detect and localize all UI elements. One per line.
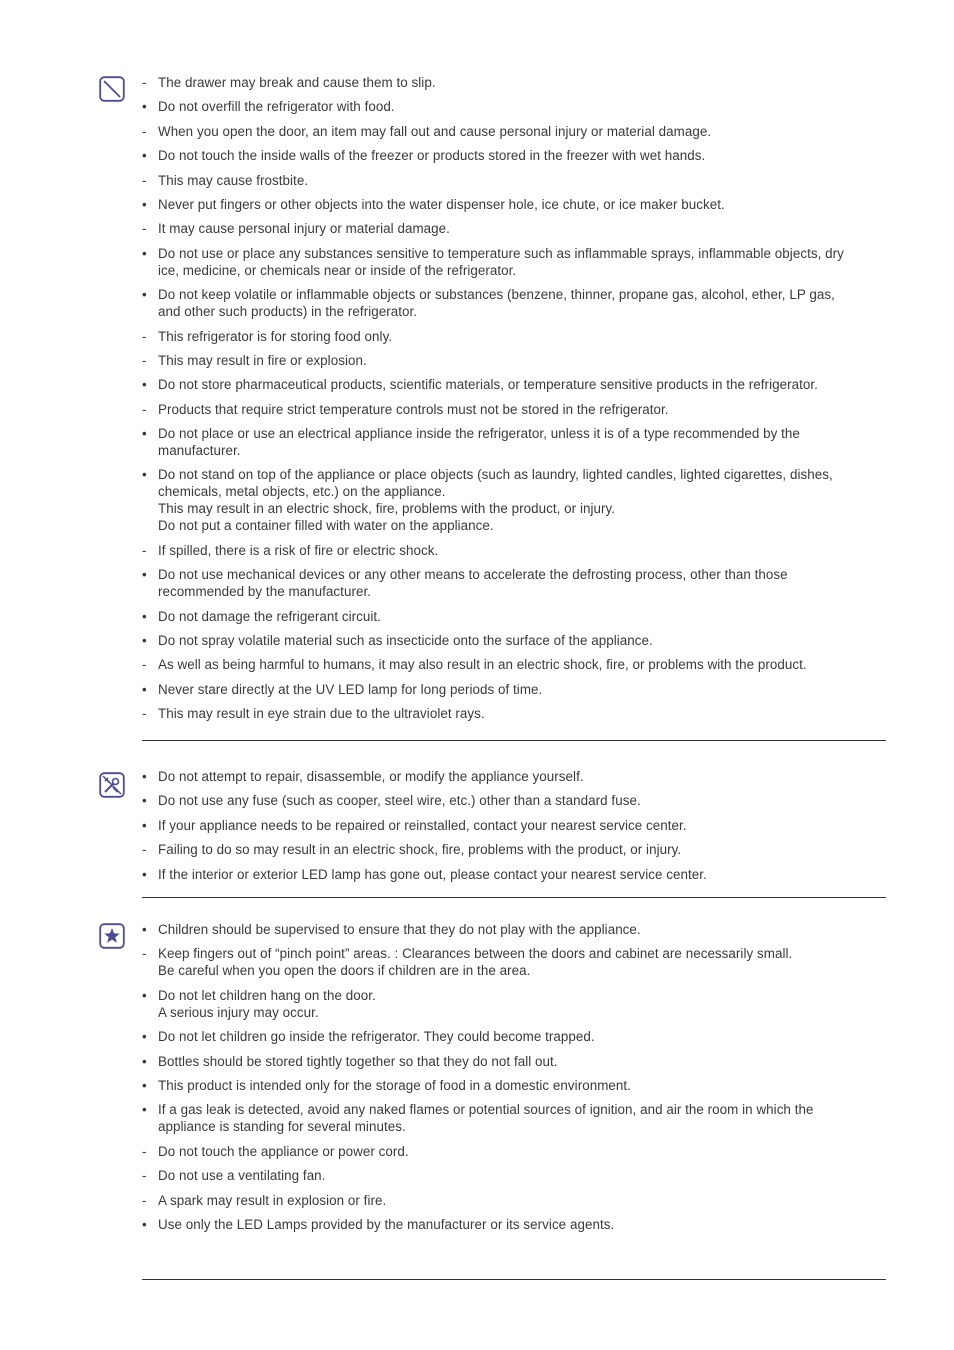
bullet-item [142, 566, 882, 600]
item-text-line: Be careful when you open the doors if children are in the area. [158, 963, 531, 979]
item-text-line: As well as being harmful to humans, it may also result in an electric shock, fire, or problems with the product. [158, 657, 807, 673]
item-text-line: Failing to do so may result in an electric shock, fire, problems with the product, or injury. [158, 842, 682, 858]
item-text-line: This refrigerator is for storing food only. [158, 328, 393, 344]
bullet-item [142, 681, 882, 698]
dash-item [142, 328, 882, 345]
item-text-line: This may result in eye strain due to the ultraviolet rays. [158, 706, 485, 722]
item-text-line: This may cause frostbite. [158, 172, 309, 188]
item-text-line: Do not keep volatile or inflammable objects or substances (benzene, thinner, propane gas, alcohol, ether, LP gas, [158, 287, 835, 303]
bullet-item [142, 921, 882, 938]
item-text-line: If a gas leak is detected, avoid any naked flames or potential sources of ignition, and air the room in which the [158, 1102, 814, 1118]
item-text-line: Do not place or use an electrical appliance inside the refrigerator, unless it is of a type recommended by the [158, 426, 800, 442]
bullet-item [142, 632, 882, 649]
bullet-mark: • [142, 377, 147, 393]
item-text-line: Do not stand on top of the appliance or place objects (such as laundry, lighted candles, lighted cigarettes, dishes, [158, 467, 833, 483]
item-text-line: If the interior or exterior LED lamp has gone out, please contact your nearest service center. [158, 866, 707, 882]
bullet-mark: • [142, 608, 147, 624]
item-text-line: If spilled, there is a risk of fire or electric shock. [158, 542, 439, 558]
dash-item [142, 705, 882, 722]
dash-mark: - [142, 657, 147, 673]
bullet-mark: • [142, 196, 147, 212]
item-text-line: manufacturer. [158, 443, 241, 459]
dash-item [142, 841, 882, 858]
bullet-mark: • [142, 467, 147, 483]
bullet-mark: • [142, 1053, 147, 1069]
bullet-item [142, 196, 882, 213]
bullet-mark: • [142, 793, 147, 809]
dash-item [142, 74, 882, 91]
section-divider [142, 897, 886, 898]
warning-list [142, 768, 882, 890]
bullet-item [142, 147, 882, 164]
item-text-line: Keep fingers out of “pinch point” areas. : Clearances between the doors and cabinet are necessarily small. [158, 946, 793, 962]
bullet-mark: • [142, 426, 147, 442]
dash-mark: - [142, 946, 147, 962]
bullet-item [142, 792, 882, 809]
bullet-item [142, 866, 882, 883]
item-text-line: Do not touch the appliance or power cord. [158, 1143, 409, 1159]
bullet-mark: • [142, 866, 147, 882]
bullet-mark: • [142, 681, 147, 697]
bullet-item [142, 768, 882, 785]
bullet-item [142, 245, 882, 279]
bullet-item [142, 98, 882, 115]
bullet-mark: • [142, 1102, 147, 1118]
item-text-line: Products that require strict temperature controls must not be stored in the refrigerator. [158, 401, 669, 417]
item-text-line: When you open the door, an item may fall out and cause personal injury or material damage. [158, 123, 712, 139]
item-text-line: chemicals, metal objects, etc.) on the appliance. [158, 484, 446, 500]
bullet-mark: • [142, 922, 147, 937]
no-disassembly-icon [99, 772, 125, 798]
dash-mark: - [142, 1143, 147, 1159]
dash-mark: - [142, 172, 147, 188]
item-text-line: A serious injury may occur. [158, 1004, 319, 1020]
item-text-line: This may result in fire or explosion. [158, 352, 367, 368]
bullet-mark: • [142, 287, 147, 303]
bullet-mark: • [142, 1077, 147, 1093]
dash-mark: - [142, 1168, 147, 1184]
bullet-mark: • [142, 817, 147, 833]
item-text-line: A spark may result in explosion or fire. [158, 1192, 387, 1208]
item-text-line: If your appliance needs to be repaired or reinstalled, contact your nearest service center. [158, 817, 687, 833]
bullet-item [142, 1053, 882, 1070]
item-text-line: appliance is standing for several minutes. [158, 1119, 406, 1135]
bullet-mark: • [142, 567, 147, 583]
prohibition-icon [99, 76, 125, 102]
item-text-line: Bottles should be stored tightly together so that they do not fall out. [158, 1053, 558, 1069]
item-text-line: Do not put a container filled with water on the appliance. [158, 518, 494, 534]
dash-mark: - [142, 352, 147, 368]
bullet-item [142, 286, 882, 320]
dash-mark: - [142, 221, 147, 237]
section-divider [142, 1279, 886, 1280]
bullet-mark: • [142, 1029, 147, 1045]
bullet-item [142, 425, 882, 459]
bullet-mark: • [142, 1216, 147, 1232]
dash-item [142, 1167, 882, 1184]
item-text-line: Do not spray volatile material such as insecticide onto the surface of the appliance. [158, 633, 653, 649]
bullet-item [142, 817, 882, 834]
item-text-line: Do not use a ventilating fan. [158, 1168, 326, 1184]
dash-item [142, 172, 882, 189]
section-divider [142, 740, 886, 741]
bullet-item [142, 466, 882, 534]
dash-mark: - [142, 542, 147, 558]
dash-item [142, 123, 882, 140]
item-text-line: Never stare directly at the UV LED lamp for long periods of time. [158, 681, 543, 697]
bullet-item [142, 1028, 882, 1045]
bullet-mark: • [142, 987, 147, 1003]
dash-mark: - [142, 1192, 147, 1208]
bullet-mark: • [142, 148, 147, 164]
dash-item [142, 352, 882, 369]
dash-item [142, 1192, 882, 1209]
bullet-mark: • [142, 769, 147, 784]
item-text-line: This may result in an electric shock, fire, problems with the product, or injury. [158, 501, 616, 517]
bullet-item [142, 376, 882, 393]
bullet-item [142, 608, 882, 625]
dash-mark: - [142, 75, 147, 90]
item-text-line: Do not use or place any substances sensitive to temperature such as inflammable sprays, inflammable objects, dry [158, 245, 844, 261]
bullet-item [142, 1101, 882, 1135]
item-text-line: Do not let children hang on the door. [158, 987, 376, 1003]
item-text-line: Do not overfill the refrigerator with food. [158, 99, 395, 115]
bullet-mark: • [142, 99, 147, 115]
item-text-line: Do not use mechanical devices or any other means to accelerate the defrosting process, other than those [158, 567, 788, 583]
item-text-line: Do not use any fuse (such as cooper, steel wire, etc.) other than a standard fuse. [158, 793, 641, 809]
dash-mark: - [142, 123, 147, 139]
item-text-line: Do not touch the inside walls of the freezer or products stored in the freezer with wet hands. [158, 148, 706, 164]
dash-item [142, 401, 882, 418]
item-text-line: This product is intended only for the storage of food in a domestic environment. [158, 1077, 631, 1093]
item-text-line: Do not damage the refrigerant circuit. [158, 608, 381, 624]
item-text-line: ice, medicine, or chemicals near or inside of the refrigerator. [158, 262, 517, 278]
item-text-line: Use only the LED Lamps provided by the manufacturer or its service agents. [158, 1216, 615, 1232]
bullet-mark: • [142, 245, 147, 261]
bullet-item [142, 987, 882, 1021]
dash-item [142, 1143, 882, 1160]
dash-mark: - [142, 401, 147, 417]
item-text-line: It may cause personal injury or material damage. [158, 221, 450, 237]
item-text-line: Do not attempt to repair, disassemble, or modify the appliance yourself. [158, 769, 584, 784]
item-text-line: Never put fingers or other objects into the water dispenser hole, ice chute, or ice maker bucket. [158, 196, 725, 212]
dash-item [142, 945, 882, 979]
dash-item [142, 656, 882, 673]
bullet-item [142, 1216, 882, 1233]
bullet-mark: • [142, 633, 147, 649]
dash-item [142, 220, 882, 237]
item-text-line: Do not store pharmaceutical products, scientific materials, or temperature sensitive products in the refrigerator. [158, 377, 818, 393]
dash-mark: - [142, 328, 147, 344]
warning-list [142, 921, 882, 1240]
dash-item [142, 542, 882, 559]
dash-mark: - [142, 706, 147, 722]
item-text-line: recommended by the manufacturer. [158, 584, 371, 600]
dash-mark: - [142, 842, 147, 858]
item-text-line: Children should be supervised to ensure that they do not play with the appliance. [158, 922, 641, 937]
item-text-line: Do not let children go inside the refrigerator. They could become trapped. [158, 1029, 595, 1045]
warning-list [142, 74, 882, 730]
star-icon [99, 923, 125, 949]
item-text-line: and other such products) in the refrigerator. [158, 304, 418, 320]
bullet-item [142, 1077, 882, 1094]
item-text-line: The drawer may break and cause them to slip. [158, 75, 436, 90]
